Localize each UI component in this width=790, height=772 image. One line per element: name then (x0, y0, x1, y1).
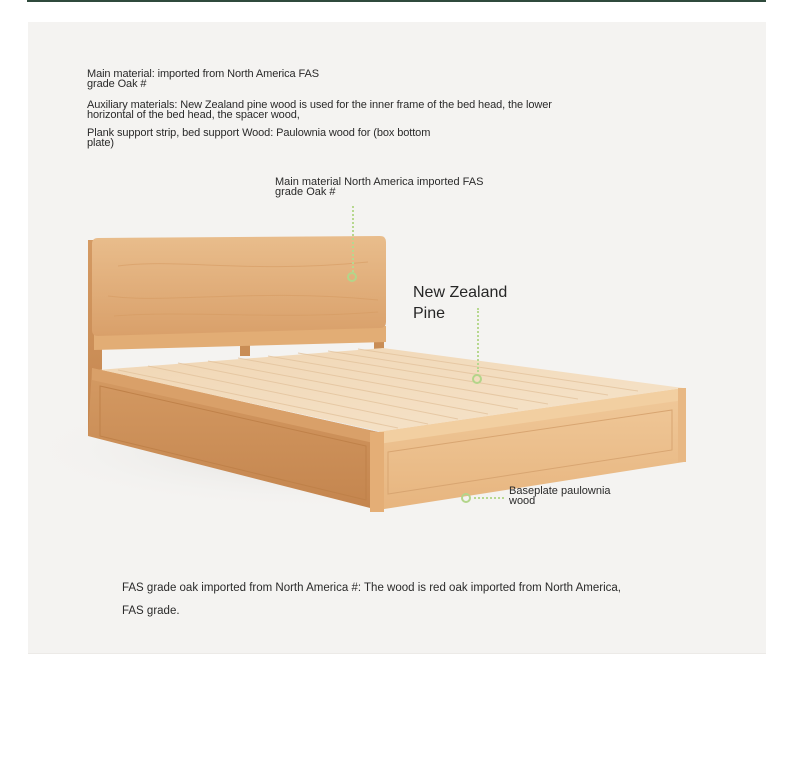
callout-baseplate-line2: wood (509, 495, 536, 507)
baseplate-marker-icon (461, 493, 471, 503)
material-support-line1: Plank support strip, bed support Wood: Paulownia wood for (box bottom (87, 127, 431, 139)
bed-product-image (28, 200, 708, 530)
callout-slats-leader (477, 308, 479, 372)
headboard-marker-icon (347, 272, 357, 282)
material-auxiliary-line1: Auxiliary materials: New Zealand pine wood is used for the inner frame of the bed head, the lower (87, 99, 552, 111)
callout-baseplate-paulownia (509, 486, 611, 506)
callout-slats-pine (413, 282, 507, 324)
footnote-line1: FAS grade oak imported from North America #: The wood is red oak imported from North America, (122, 582, 621, 594)
callout-slats-line1: New Zealand (413, 284, 508, 301)
material-auxiliary (87, 100, 552, 120)
callout-slats-line2: Pine (413, 305, 446, 322)
top-divider (27, 0, 766, 2)
callout-headboard-leader (352, 206, 354, 272)
material-main-line2: grade Oak # (87, 78, 147, 90)
slats-marker-icon (472, 374, 482, 384)
footnote-line2: FAS grade. (122, 605, 180, 617)
callout-baseplate-leader (474, 497, 504, 499)
material-support-line2: plate) (87, 137, 114, 149)
footnote-fas-oak (122, 577, 621, 623)
callout-headboard-line2: grade Oak # (275, 186, 336, 198)
material-main (87, 69, 319, 89)
callout-headboard-line1: Main material North America imported FAS (275, 176, 484, 188)
material-main-line1: Main material: imported from North America FAS (87, 68, 319, 80)
material-support (87, 128, 430, 148)
callout-baseplate-line1: Baseplate paulownia (509, 485, 611, 497)
material-auxiliary-line2: horizontal of the bed head, the spacer wood, (87, 109, 300, 121)
callout-headboard-oak (275, 177, 483, 197)
